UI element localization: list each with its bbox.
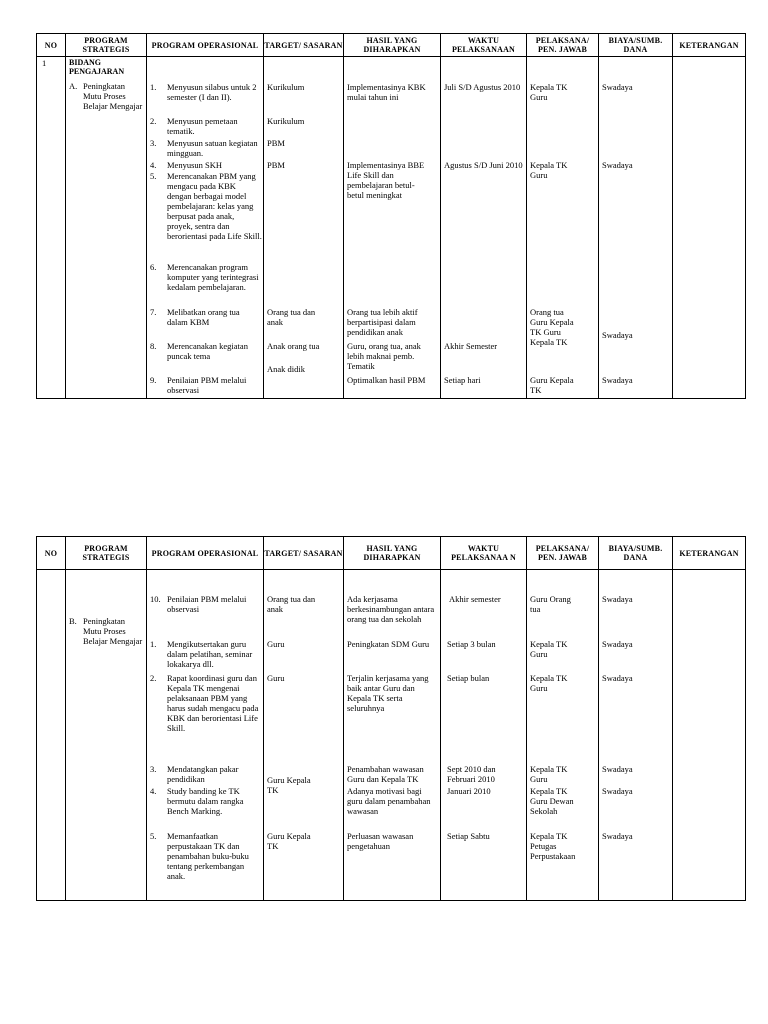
op-number: 4. [150, 160, 157, 170]
op-number: 1. [150, 639, 157, 649]
hasil-text: Optimalkan hasil PBM [347, 375, 426, 385]
op-text: Menyusun silabus untuk 2 semester (I dan II). [167, 82, 257, 102]
pelaksana-text: Kepala TK Petugas Perpustakaan [530, 831, 576, 861]
header-program-strategis: PROGRAM STRATEGIS [66, 537, 147, 570]
target-text: PBM [267, 160, 285, 170]
op-number: 4. [150, 786, 157, 796]
cell-program-operasional [147, 570, 264, 901]
hasil-text: Orang tua lebih aktif berpartisipasi dalam pendidikan anak [347, 307, 418, 337]
cell-program-strategis [66, 57, 147, 399]
header-no: NO [37, 34, 66, 57]
hasil-text: Peningkatan SDM Guru [347, 639, 430, 649]
strategy-text: Peningkatan Mutu Proses Belajar Mengajar [83, 81, 143, 111]
waktu-text: Januari 2010 [447, 786, 491, 796]
pelaksana-text: Kepala TK Guru Dewan Sekolah [530, 786, 574, 816]
header-waktu: WAKTU PELAKSANAAN [441, 34, 527, 57]
hasil-text: Implementasinya KBK mulai tahun ini [347, 82, 426, 102]
strategy-letter: A. [69, 81, 78, 91]
header-target: TARGET/ SASARAN [264, 34, 344, 57]
op-text: Menyusun pemetaan tematik. [167, 116, 238, 136]
cell-hasil [344, 57, 441, 399]
biaya-text: Swadaya [602, 375, 633, 385]
target-text: Orang tua dan anak [267, 307, 316, 327]
waktu-text: Juli S/D Agustus 2010 [444, 82, 521, 92]
pelaksana-text: Kepala TK Guru [530, 764, 568, 784]
header-program-strategis: PROGRAM STRATEGIS [66, 34, 147, 57]
pelaksana-text: Kepala TK Guru [530, 673, 568, 693]
hasil-text: Adanya motivasi bagi guru dalam penambahan wawasan [347, 786, 431, 816]
op-text: Merencanakan program komputer yang terintegrasi kedalam pembelajaran. [167, 262, 259, 292]
cell-program-operasional [147, 57, 264, 399]
header-pelaksana: PELAKSANA/ PEN. JAWAB [527, 537, 599, 570]
header-keterangan: KETERANGAN [673, 34, 746, 57]
cell-target [264, 57, 344, 399]
op-number: 10. [150, 594, 161, 604]
cell-waktu [441, 57, 527, 399]
strategy-letter: B. [69, 616, 77, 626]
op-number: 1. [150, 82, 157, 92]
op-text: Merencanakan kegiatan puncak tema [167, 341, 248, 361]
header-target: TARGET/ SASARAN [264, 537, 344, 570]
waktu-text: Setiap hari [444, 375, 481, 385]
cell-target [264, 570, 344, 901]
pelaksana-text: Kepala TK Guru [530, 160, 568, 180]
header-waktu: WAKTU PELAKSANAA N [441, 537, 527, 570]
cell-pelaksana [527, 570, 599, 901]
op-text: Study banding ke TK bermutu dalam rangka Bench Marking. [167, 786, 244, 816]
target-text: Guru [267, 673, 285, 683]
waktu-text: Sept 2010 dan Februari 2010 [447, 764, 496, 784]
target-text: PBM [267, 138, 285, 148]
header-keterangan: KETERANGAN [673, 537, 746, 570]
header-program-operasional: PROGRAM OPERASIONAL [147, 34, 264, 57]
biaya-text: Swadaya [602, 330, 633, 340]
op-text: Memanfaatkan perpustakaan TK dan penambahan buku-buku tentang perkembangan anak. [167, 831, 249, 881]
header-hasil: HASIL YANG DIHARAPKAN [344, 537, 441, 570]
biaya-text: Swadaya [602, 786, 633, 796]
waktu-text: Agustus S/D Juni 2010 [444, 160, 523, 170]
pelaksana-text: Kepala TK Guru [530, 639, 568, 659]
op-number: 6. [150, 262, 157, 272]
op-text: Penilaian PBM melalui observasi [167, 375, 247, 395]
pelaksana-text: Kepala TK Guru [530, 82, 568, 102]
hasil-text: Implementasinya BBE Life Skill dan pembelajaran betul-betul meningkat [347, 160, 425, 200]
cell-biaya [599, 57, 673, 399]
op-text: Penilaian PBM melalui observasi [167, 594, 247, 614]
target-text: Anak didik [267, 364, 306, 374]
op-number: 2. [150, 116, 157, 126]
waktu-text: Setiap Sabtu [447, 831, 490, 841]
op-text: Mendatangkan pakar pendidikan [167, 764, 239, 784]
cell-pelaksana [527, 57, 599, 399]
hasil-text: Guru, orang tua, anak lebih maknai pemb. Tematik [347, 341, 421, 371]
target-text: Orang tua dan anak [267, 594, 316, 614]
target-text: Guru Kepala TK [267, 775, 311, 795]
op-number: 9. [150, 375, 157, 385]
pelaksana-text: Orang tua Guru Kepala TK Guru Kepala TK [530, 307, 574, 347]
waktu-text: Akhir Semester [444, 341, 498, 351]
target-text: Guru [267, 639, 285, 649]
table-header-row [37, 34, 746, 57]
op-text: Mengikutsertakan guru dalam pelatihan, seminar lokakarya dll. [167, 639, 253, 669]
waktu-text: Setiap bulan [447, 673, 490, 683]
header-hasil: HASIL YANG DIHARAPKAN [344, 34, 441, 57]
plan-table-1 [36, 33, 745, 399]
hasil-text: Perluasan wawasan pengetahuan [347, 831, 414, 851]
hasil-text: Terjalin kerjasama yang baik antar Guru dan Kepala TK serta seluruhnya [347, 673, 429, 713]
header-pelaksana: PELAKSANA/ PEN. JAWAB [527, 34, 599, 57]
op-number: 7. [150, 307, 157, 317]
table-row [37, 57, 746, 399]
biaya-text: Swadaya [602, 764, 633, 774]
table-row [37, 570, 746, 901]
cell-waktu [441, 570, 527, 901]
waktu-text: Akhir semester [449, 594, 501, 604]
cell-keterangan [673, 570, 746, 901]
cell-keterangan [673, 57, 746, 399]
plan-table-2 [36, 536, 745, 901]
op-number: 3. [150, 138, 157, 148]
header-biaya: BIAYA/SUMB. DANA [599, 34, 673, 57]
section-heading: BIDANG PENGAJARAN [69, 58, 125, 76]
op-number: 8. [150, 341, 157, 351]
strategy-text: Peningkatan Mutu Proses Belajar Mengajar [83, 616, 143, 646]
hasil-text: Penambahan wawasan Guru dan Kepala TK [347, 764, 424, 784]
header-biaya: BIAYA/SUMB. DANA [599, 537, 673, 570]
biaya-text: Swadaya [602, 594, 633, 604]
op-text: Merencanakan PBM yang mengacu pada KBK dengan berbagai model pembelajaran: kelas yang berpusat pada anak, proyek, sentra dan berorientasi pada Life Skill. [167, 171, 262, 241]
biaya-text: Swadaya [602, 831, 633, 841]
header-program-operasional: PROGRAM OPERASIONAL [147, 537, 264, 570]
biaya-text: Swadaya [602, 673, 633, 683]
op-text: Rapat koordinasi guru dan Kepala TK mengenai pelaksanaan PBM yang harus sudah mengacu pada KBK dan berorientasi Life Skill. [167, 673, 259, 733]
biaya-text: Swadaya [602, 639, 633, 649]
row-number: 1 [42, 58, 47, 68]
op-number: 2. [150, 673, 157, 683]
target-text: Guru Kepala TK [267, 831, 311, 851]
cell-no [37, 570, 66, 901]
target-text: Anak orang tua [267, 341, 320, 351]
waktu-text: Setiap 3 bulan [447, 639, 496, 649]
op-text: Menyusun satuan kegiatan mingguan. [167, 138, 258, 158]
op-number: 5. [150, 171, 157, 181]
table-header-row [37, 537, 746, 570]
cell-biaya [599, 570, 673, 901]
hasil-text: Ada kerjasama berkesinambungan antara orang tua dan sekolah [347, 594, 435, 624]
target-text: Kurikulum [267, 116, 305, 126]
header-no: NO [37, 537, 66, 570]
op-text: Melibatkan orang tua dalam KBM [167, 307, 240, 327]
pelaksana-text: Guru Kepala TK [530, 375, 574, 395]
op-number: 3. [150, 764, 157, 774]
biaya-text: Swadaya [602, 82, 633, 92]
cell-program-strategis [66, 570, 147, 901]
op-number: 5. [150, 831, 157, 841]
cell-no [37, 57, 66, 399]
pelaksana-text: Guru Orang tua [530, 594, 571, 614]
biaya-text: Swadaya [602, 160, 633, 170]
cell-hasil [344, 570, 441, 901]
op-text: Menyusun SKH [167, 160, 223, 170]
target-text: Kurikulum [267, 82, 305, 92]
